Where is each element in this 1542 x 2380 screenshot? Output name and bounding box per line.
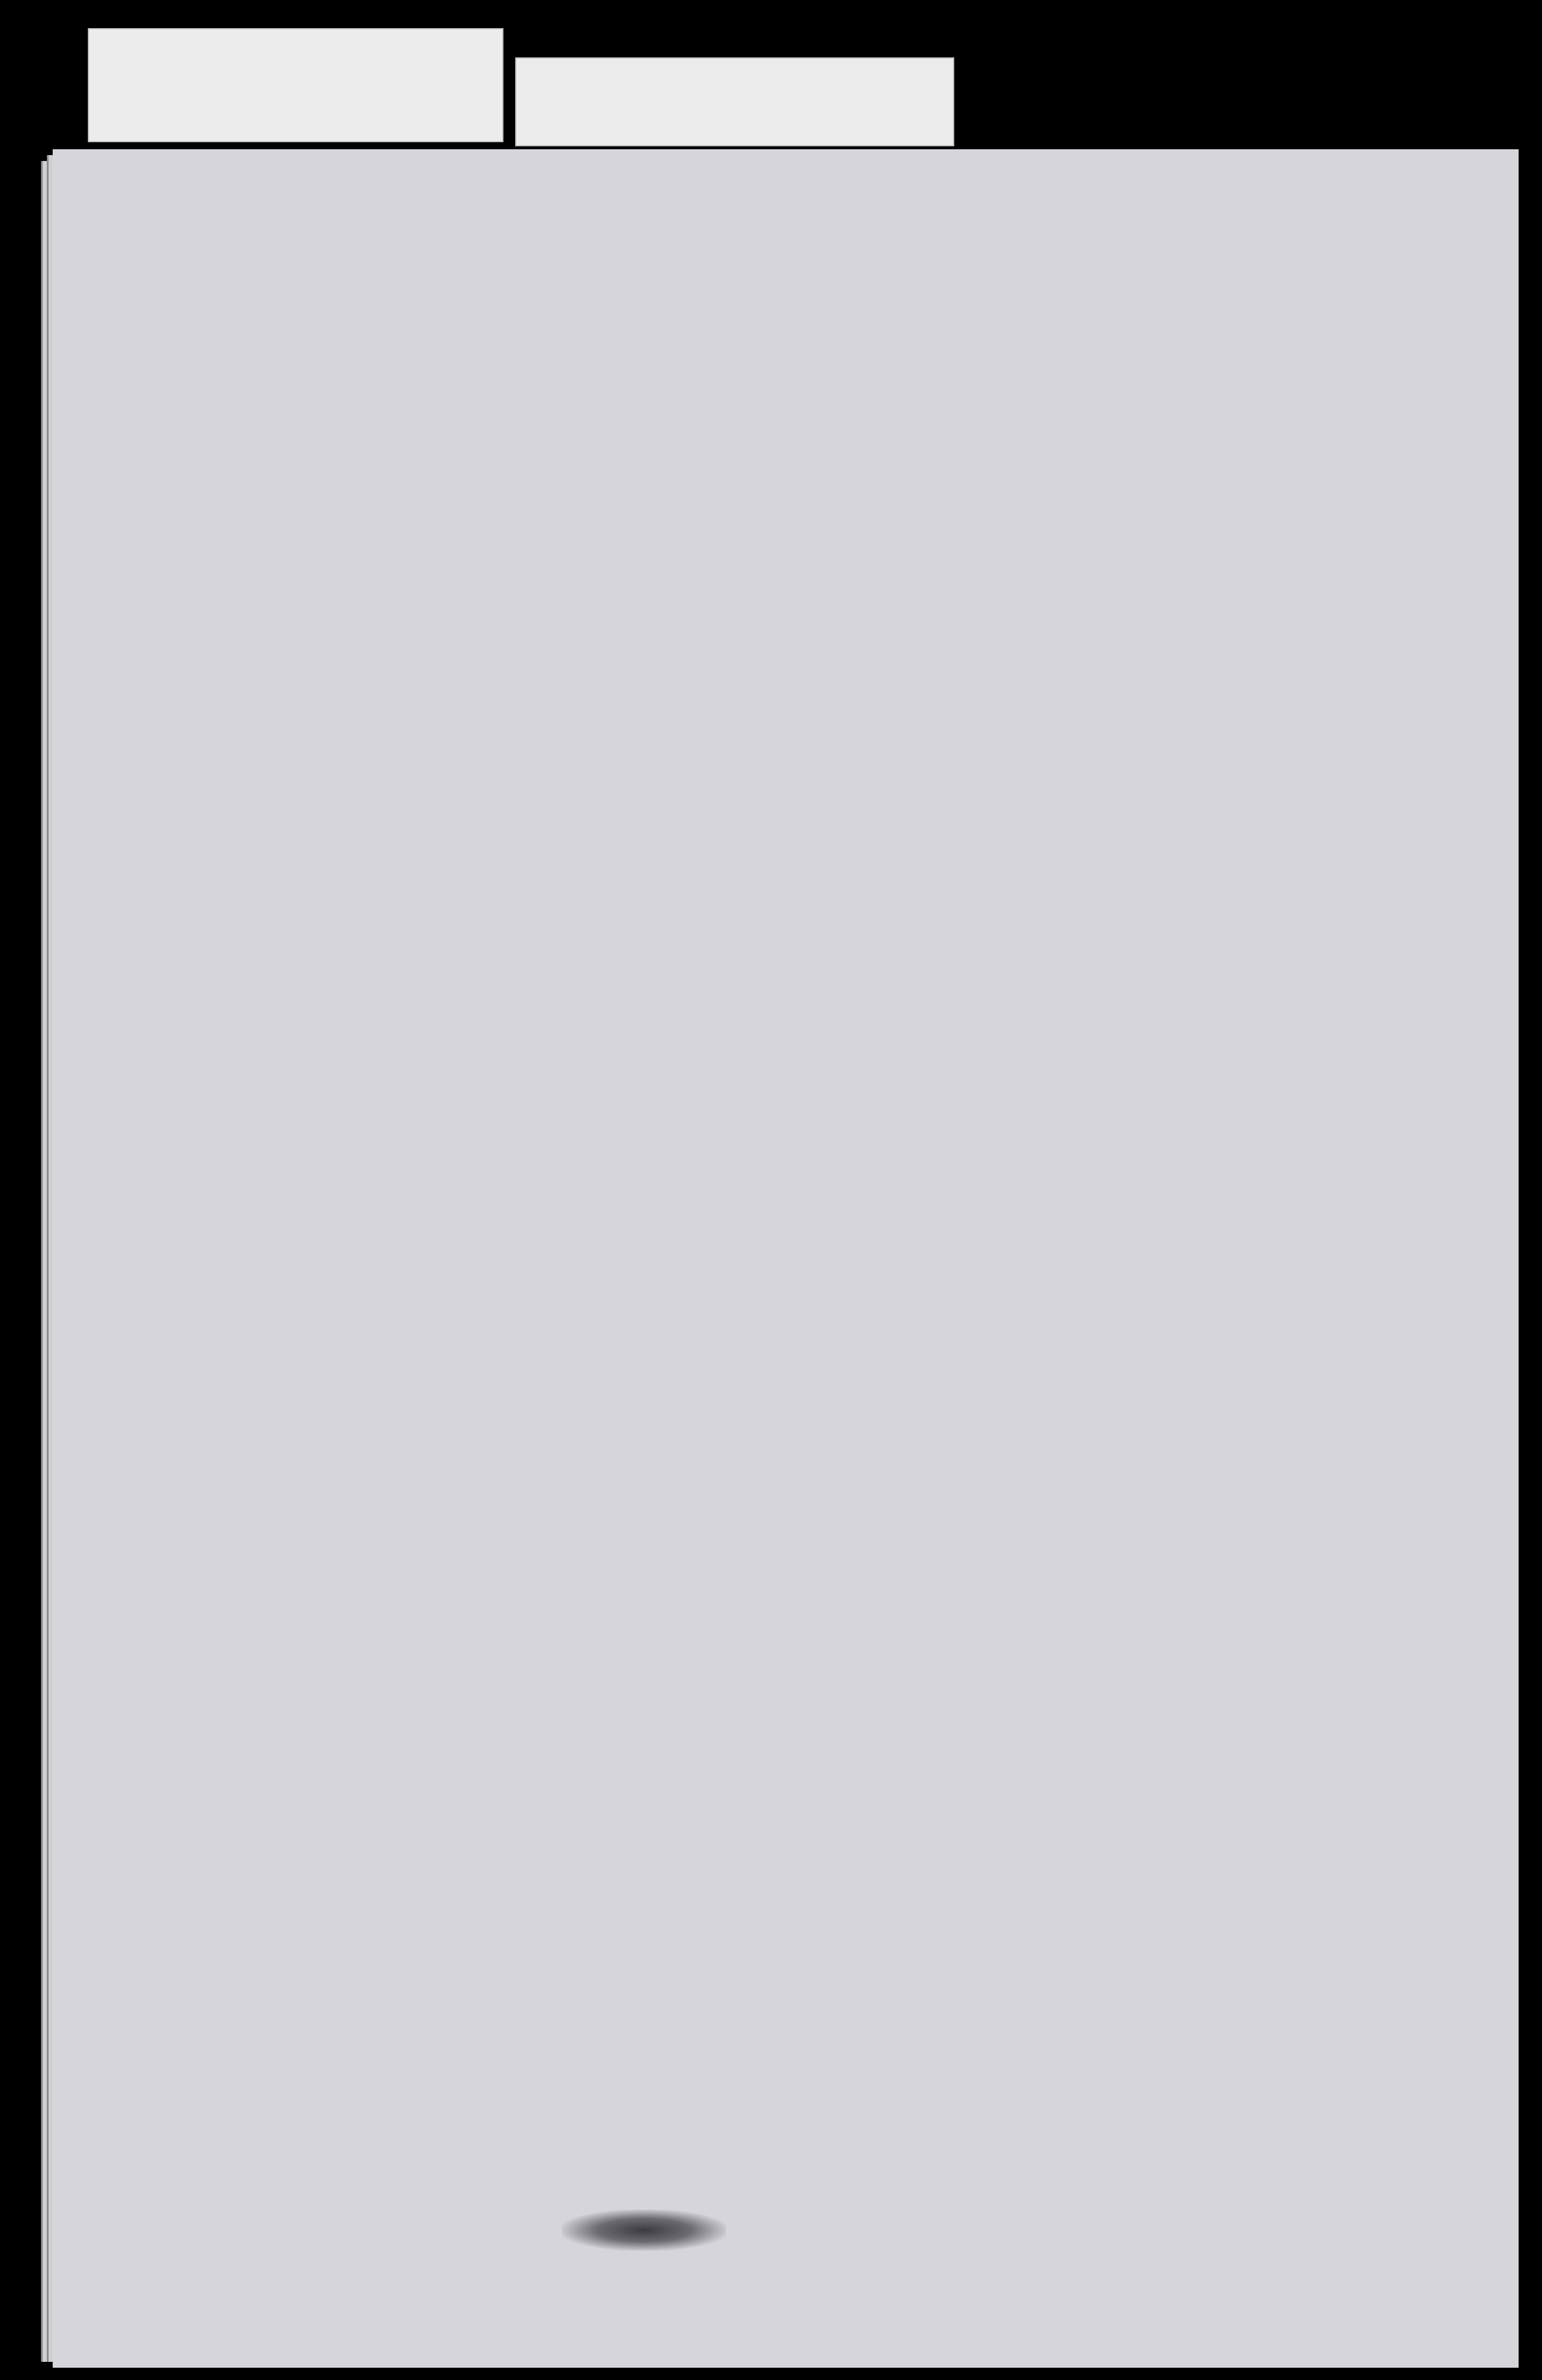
header-col-in-year-male <box>925 293 954 439</box>
header-col-by-revision <box>843 299 872 439</box>
header-col-in-year-female <box>1411 304 1446 439</box>
faded-documents-label <box>515 57 954 146</box>
header-col-by-metric <box>884 299 913 439</box>
register-page <box>53 149 1519 2368</box>
header-col-revision-tale <box>252 290 299 436</box>
damage-stain <box>562 2210 726 2251</box>
header-col-current-list <box>170 290 217 436</box>
damaged-documents-label <box>88 28 503 142</box>
